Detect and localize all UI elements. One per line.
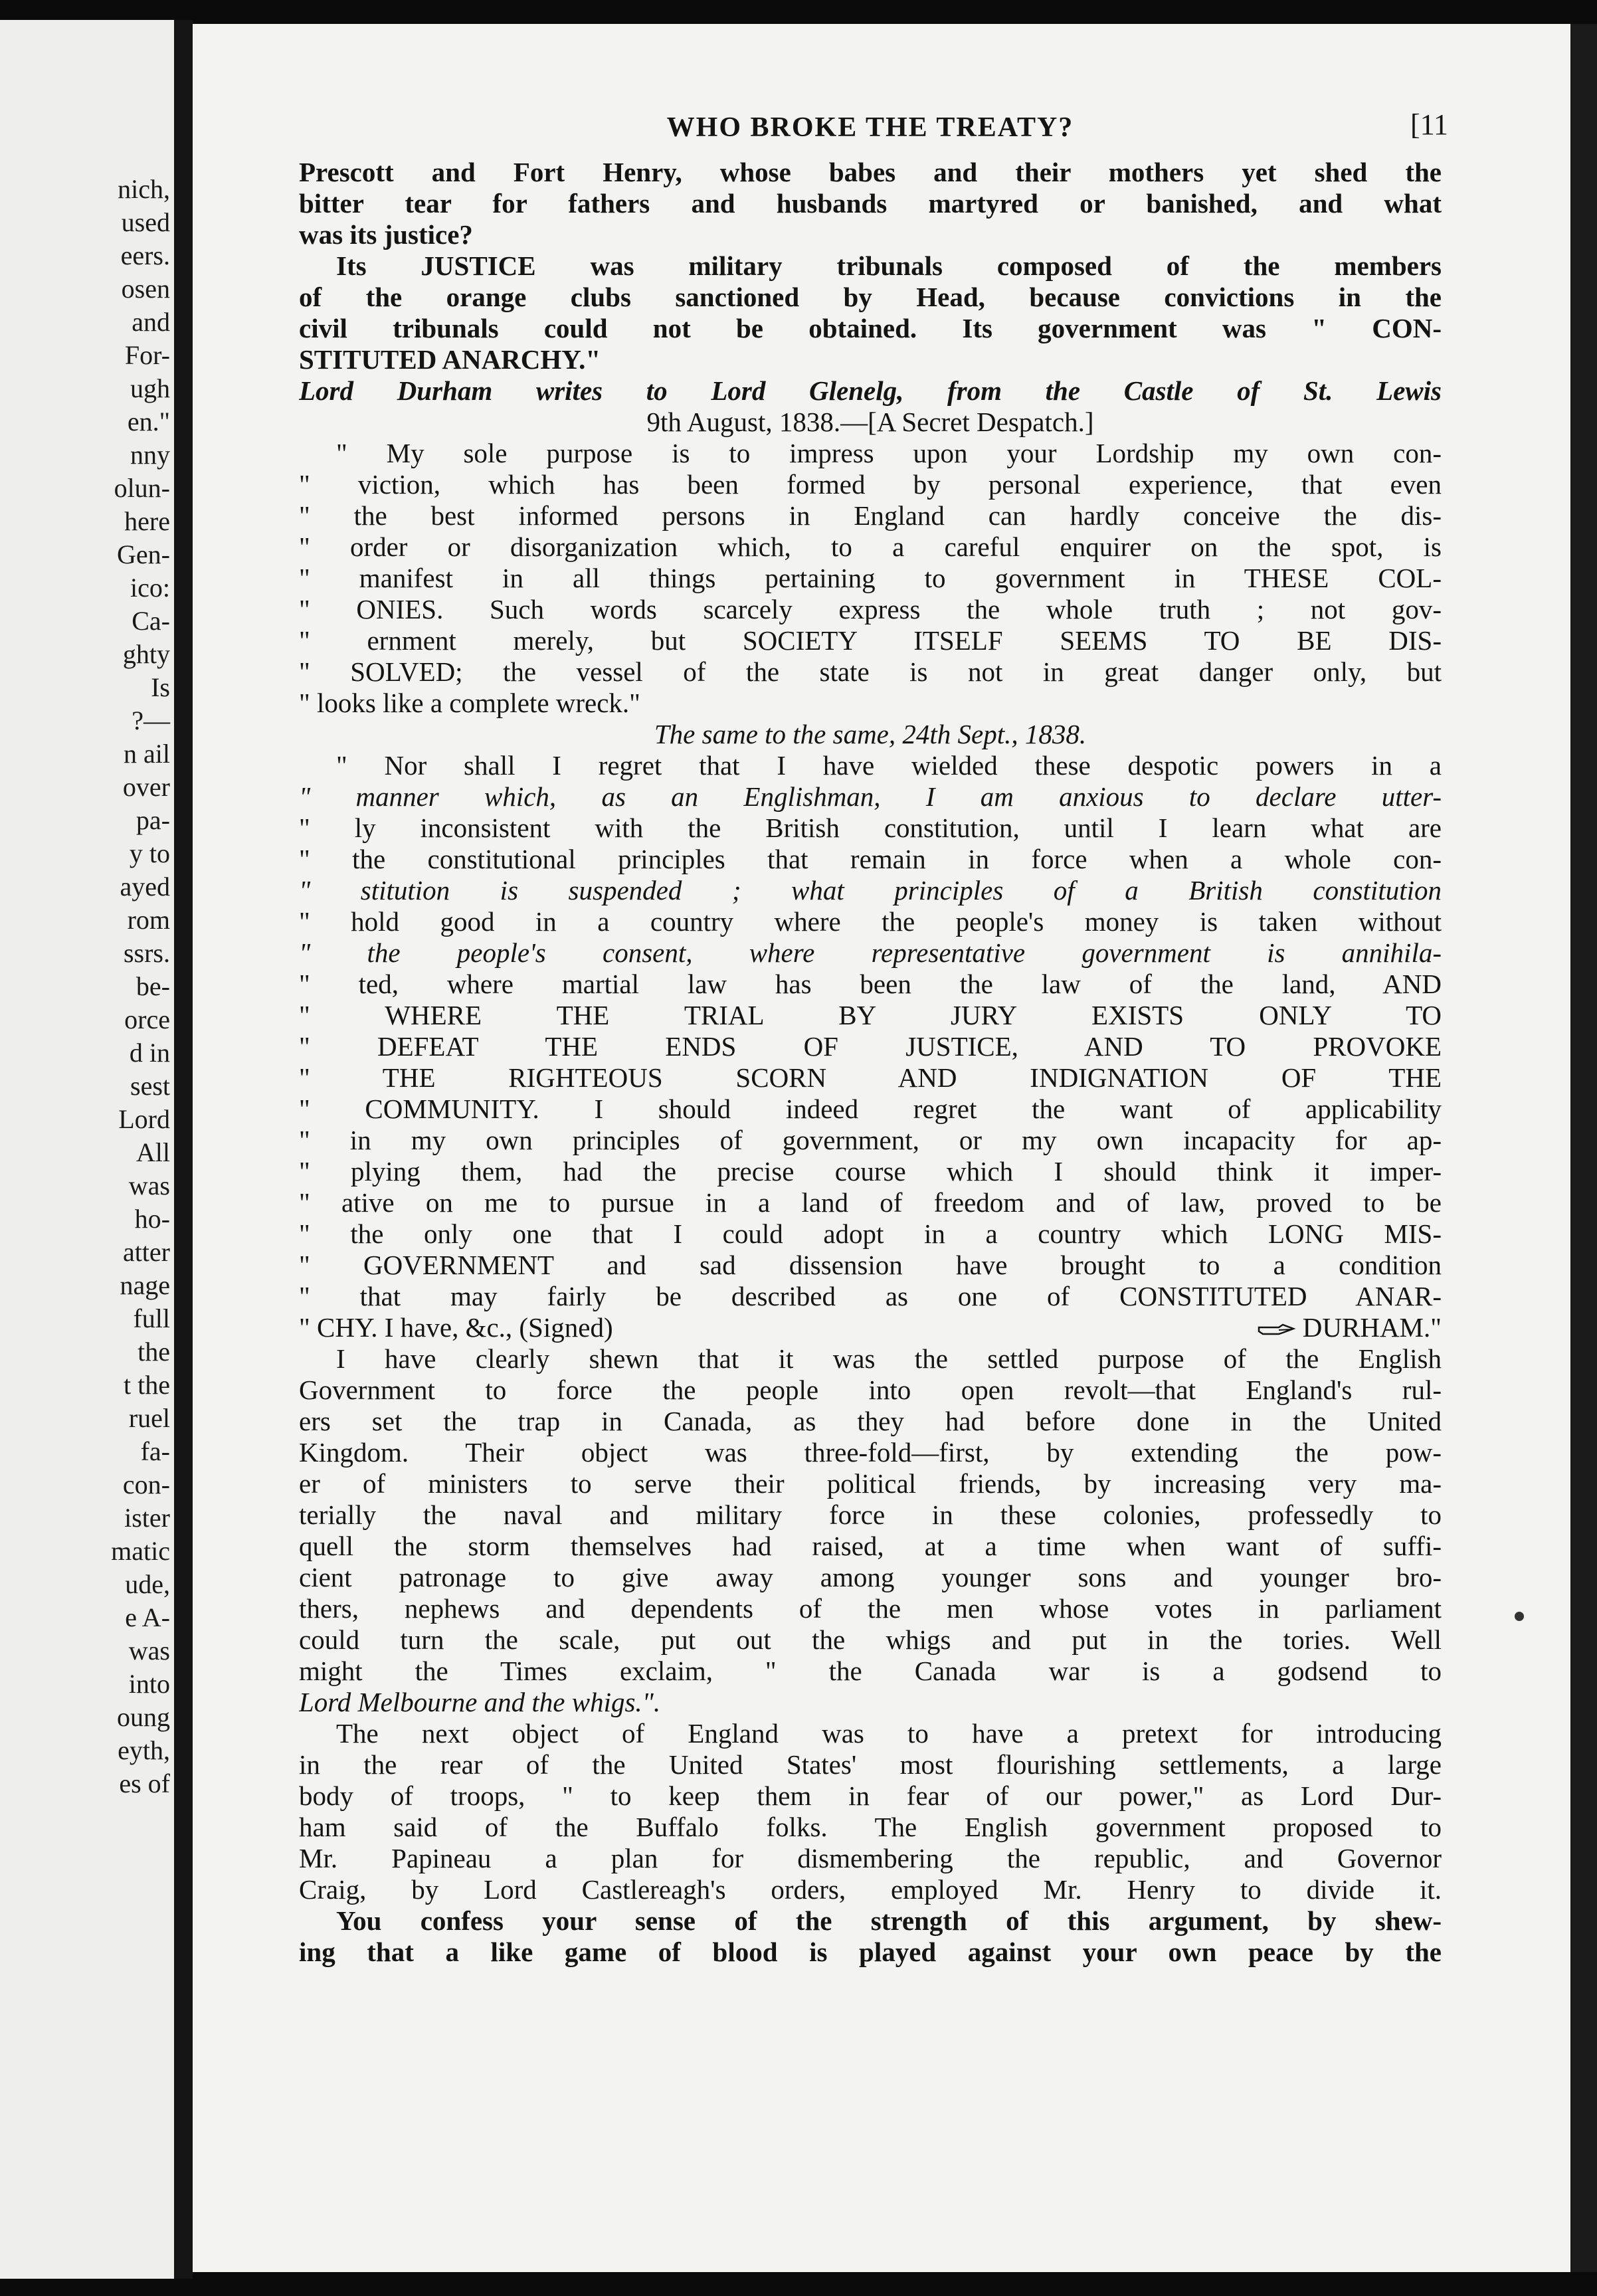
text-line: " ONIES. Such words scarcely express the whole truth ; not gov-: [299, 594, 1442, 624]
text-line: " GOVERNMENT and sad dissension have brought to a condition: [299, 1250, 1442, 1280]
left-page-fragment: the: [138, 1337, 170, 1367]
left-page-fragment: into: [128, 1669, 170, 1699]
text-line: Kingdom. Their object was three-fold—first, by extending the pow-: [299, 1437, 1442, 1468]
left-page-fragment: For-: [124, 340, 170, 370]
left-page-fragment: atter: [122, 1237, 170, 1267]
text-line: body of troops, " to keep them in fear of our power," as Lord Dur-: [299, 1780, 1442, 1811]
page-edge-shadow: [1570, 24, 1597, 2272]
text-line: The next object of England was to have a pretext for introducing: [336, 1718, 1442, 1749]
text-line: ing that a like game of blood is played against your own peace by the: [299, 1937, 1442, 1967]
left-page-fragment: Ca-: [132, 606, 170, 636]
left-page-fragment: ugh: [130, 373, 170, 403]
page-number: [11: [1410, 108, 1448, 141]
left-page-fragment: e A-: [125, 1602, 170, 1632]
text-line: in the rear of the United States' most flourishing settlements, a large: [299, 1749, 1442, 1780]
signature-line: [299, 1312, 1442, 1343]
text-line: 9th August, 1838.—[A Secret Despatch.]: [646, 407, 1094, 437]
left-page-fragment: ude,: [125, 1569, 170, 1599]
text-line: " that may fairly be described as one of CONSTITUTED ANAR-: [299, 1281, 1442, 1311]
text-line: " ly inconsistent with the British constitution, until I learn what are: [299, 813, 1442, 843]
left-page-fragment: be-: [136, 971, 170, 1001]
text-line: " the people's consent, where representative government is annihila-: [299, 937, 1442, 968]
left-page-fragment: was: [128, 1171, 170, 1200]
text-line: terially the naval and military force in these colonies, professedly to: [299, 1499, 1442, 1530]
text-line: Its JUSTICE was military tribunals composed of the members: [336, 250, 1442, 281]
running-header: [299, 104, 1448, 157]
left-page-fragment: nage: [120, 1270, 170, 1300]
text-line: Government to force the people into open revolt—that England's rul-: [299, 1375, 1442, 1405]
left-page-fragment: sest: [130, 1071, 170, 1101]
text-line: could turn the scale, put out the whigs and put in the tories. Well: [299, 1624, 1442, 1655]
body-text-part-2: [299, 1343, 1442, 1968]
left-page-fragment: full: [133, 1303, 170, 1333]
left-page-fragment: ?—: [132, 706, 170, 735]
left-page-fragment: eers.: [120, 240, 170, 270]
left-page-fragment: pa-: [136, 805, 170, 835]
signature-right: [1256, 1312, 1442, 1343]
left-page-fragment: d in: [129, 1038, 170, 1068]
left-page-fragment: osen: [121, 274, 170, 304]
page-text: [299, 104, 1448, 1968]
text-line: " plying them, had the precise course which I should think it imper-: [299, 1156, 1442, 1187]
left-page-fragment: y to: [129, 838, 170, 868]
text-line: The same to the same, 24th Sept., 1838.: [654, 719, 1087, 749]
text-line: was its justice?: [299, 219, 473, 250]
left-page-fragment: es of: [119, 1769, 170, 1798]
left-page-fragment: ayed: [120, 872, 170, 902]
text-line: " manifest in all things pertaining to government in THESE COL-: [299, 563, 1442, 593]
text-line: " order or disorganization which, to a careful enquirer on the spot, is: [299, 531, 1442, 562]
text-line: " in my own principles of government, or my own incapacity for ap-: [299, 1125, 1442, 1155]
text-line: ers set the trap in Canada, as they had before done in the United: [299, 1406, 1442, 1436]
left-page-fragment: was: [128, 1636, 170, 1666]
left-page-fragment: over: [122, 772, 170, 802]
text-line: might the Times exclaim, " the Canada war is a godsend to: [299, 1656, 1442, 1686]
left-page-fragment: ghty: [122, 639, 170, 669]
left-page-fragment: ssrs.: [123, 938, 170, 968]
text-line: cient patronage to give away among younger sons and younger bro-: [299, 1562, 1442, 1592]
right-page: [193, 24, 1570, 2272]
left-page-fragment: orce: [124, 1004, 170, 1034]
left-page-fragment: oung: [117, 1702, 170, 1732]
left-page-fragment: ico:: [130, 573, 170, 603]
text-line: " DEFEAT THE ENDS OF JUSTICE, AND TO PROVOKE: [299, 1031, 1442, 1062]
left-page-fragment: nich,: [118, 174, 170, 204]
text-line: " the best informed persons in England can hardly conceive the dis-: [299, 500, 1442, 531]
left-page-fragment: All: [136, 1137, 170, 1167]
text-line: Prescott and Fort Henry, whose babes and their mothers yet shed the: [299, 157, 1442, 187]
left-page-fragment: Lord: [118, 1104, 170, 1134]
text-line: " Nor shall I regret that I have wielded these despotic powers in a: [336, 750, 1442, 781]
left-page-fragment: used: [121, 207, 170, 237]
left-page-fragment: ruel: [128, 1403, 170, 1433]
text-line: Lord Durham writes to Lord Glenelg, from the Castle of St. Lewis: [299, 375, 1442, 406]
text-line: " hold good in a country where the people's money is taken without: [299, 906, 1442, 937]
text-line: " the only one that I could adopt in a country which LONG MIS-: [299, 1218, 1442, 1249]
left-page-fragment: con-: [122, 1470, 170, 1499]
text-line: civil tribunals could not be obtained. Its government was " CON-: [299, 313, 1442, 343]
left-page-fragment: t the: [124, 1370, 170, 1400]
left-page-fragment: nny: [130, 440, 170, 470]
left-page: [0, 20, 174, 2279]
left-page-fragment: ho-: [134, 1204, 170, 1234]
book-gutter: [174, 20, 193, 2279]
signature-name: DURHAM.": [1302, 1312, 1442, 1343]
text-line: Craig, by Lord Castlereagh's orders, employed Mr. Henry to divide it.: [299, 1874, 1442, 1905]
left-page-fragment: olun-: [114, 473, 170, 503]
signature-left: " CHY. I have, &c., (Signed): [299, 1312, 613, 1343]
text-line: " viction, which has been formed by personal experience, that even: [299, 469, 1442, 500]
left-page-fragment: en.": [127, 407, 170, 436]
body-text-part-1: [299, 157, 1442, 1312]
text-line: of the orange clubs sanctioned by Head, because convictions in the: [299, 282, 1442, 312]
text-line: quell the storm themselves had raised, at a time when want of suffi-: [299, 1531, 1442, 1561]
text-line: er of ministers to serve their political friends, by increasing very ma-: [299, 1468, 1442, 1499]
text-line: " manner which, as an Englishman, I am anxious to declare utter-: [299, 781, 1442, 812]
pointing-hand-icon: [1256, 1321, 1296, 1341]
text-line: " ernment merely, but SOCIETY ITSELF SEEMS TO BE DIS-: [299, 625, 1442, 656]
left-page-fragment: Gen-: [117, 539, 170, 569]
left-page-fragment: eyth,: [118, 1735, 170, 1765]
text-line: You confess your sense of the strength of this argument, by shew-: [336, 1905, 1442, 1936]
left-page-fragment: and: [132, 307, 170, 337]
left-page-fragment: Is: [151, 672, 170, 702]
left-page-line-fragments: [0, 173, 174, 1800]
text-line: Mr. Papineau a plan for dismembering the republic, and Governor: [299, 1843, 1442, 1873]
left-page-fragment: ister: [124, 1503, 170, 1533]
text-line: " My sole purpose is to impress upon your Lordship my own con-: [336, 438, 1442, 468]
text-line: ham said of the Buffalo folks. The English government proposed to: [299, 1812, 1442, 1842]
text-line: thers, nephews and dependents of the men whose votes in parliament: [299, 1593, 1442, 1624]
text-line: I have clearly shewn that it was the settled purpose of the English: [336, 1343, 1442, 1374]
text-line: Lord Melbourne and the whigs.".: [299, 1687, 661, 1717]
left-page-fragment: n ail: [124, 739, 170, 769]
left-page-fragment: rom: [127, 905, 170, 935]
text-line: " stitution is suspended ; what principles of a British constitution: [299, 875, 1442, 906]
left-page-fragment: matic: [111, 1536, 170, 1566]
running-title: WHO BROKE THE TREATY?: [666, 112, 1074, 143]
text-line: " COMMUNITY. I should indeed regret the want of applicability: [299, 1094, 1442, 1124]
ink-smudge: [1515, 1612, 1524, 1621]
text-line: " ative on me to pursue in a land of freedom and of law, proved to be: [299, 1187, 1442, 1218]
left-page-fragment: fa-: [140, 1436, 170, 1466]
text-line: " the constitutional principles that remain in force when a whole con-: [299, 844, 1442, 874]
text-line: " SOLVED; the vessel of the state is not in great danger only, but: [299, 656, 1442, 687]
text-line: " looks like a complete wreck.": [299, 688, 640, 718]
text-line: " THE RIGHTEOUS SCORN AND INDIGNATION OF THE: [299, 1062, 1442, 1093]
left-page-fragment: here: [124, 506, 170, 536]
text-line: STITUTED ANARCHY.": [299, 344, 601, 375]
text-line: " ted, where martial law has been the law of the land, AND: [299, 969, 1442, 999]
text-line: " WHERE THE TRIAL BY JURY EXISTS ONLY TO: [299, 1000, 1442, 1030]
text-line: bitter tear for fathers and husbands martyred or banished, and what: [299, 188, 1442, 219]
